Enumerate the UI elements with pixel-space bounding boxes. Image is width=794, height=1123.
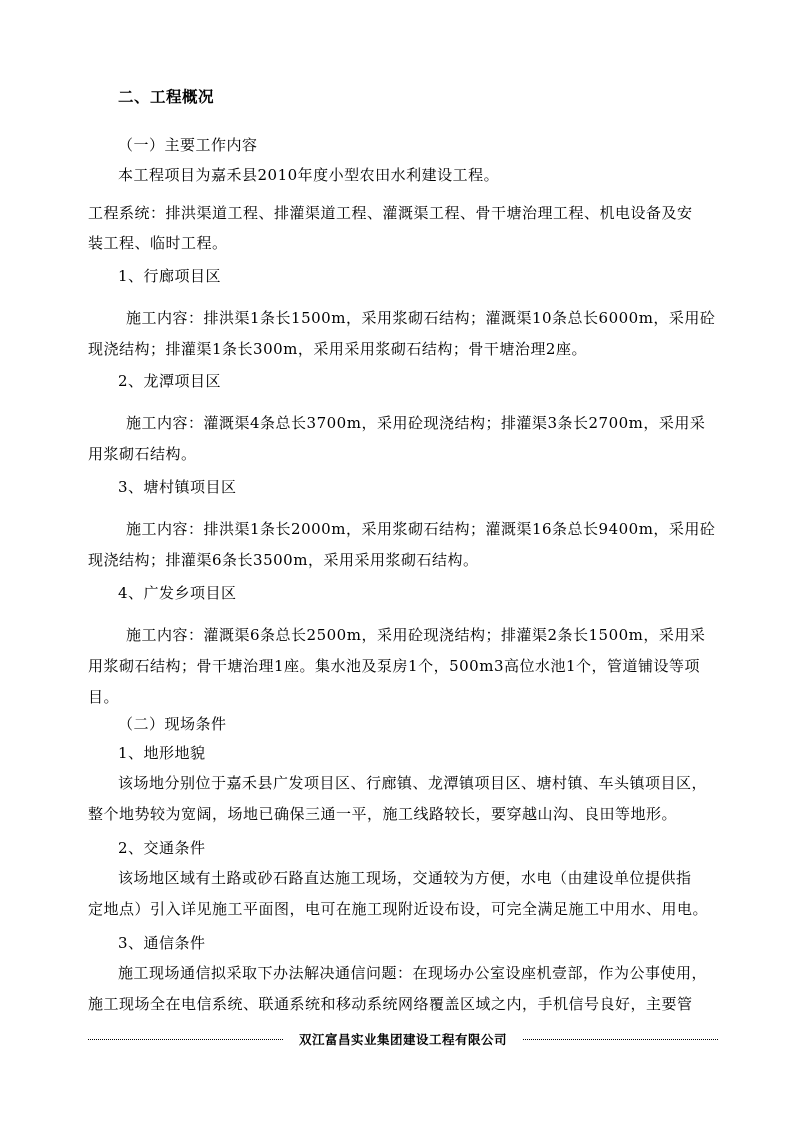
page-footer: [88, 1028, 718, 1050]
item-heading: 2、龙潭项目区: [118, 372, 222, 390]
footer-dotted-rule-left: [88, 1039, 283, 1040]
item-heading: 1、地形地貌: [118, 744, 206, 762]
paragraph-line: 施工内容：灌溉渠4条总长3700m，采用砼现浇结构；排灌渠3条长2700m，采用采: [126, 414, 706, 432]
paragraph-line: 本工程项目为嘉禾县2010年度小型农田水利建设工程。: [118, 166, 500, 184]
paragraph-line: 该场地区域有土路或砂石路直达施工现场，交通较为方便，水电（由建设单位提供指: [118, 869, 692, 887]
paragraph-line: 施工内容：排洪渠1条长2000m，采用浆砌石结构；灌溉渠16条总长9400m，采用砼: [126, 520, 716, 538]
paragraph-line: 装工程、临时工程。: [88, 234, 228, 252]
paragraph-line: 施工内容：排洪渠1条长1500m，采用浆砌石结构；灌溉渠10条总长6000m，采用砼: [126, 309, 716, 327]
item-heading: 1、行廊项目区: [118, 267, 222, 285]
footer-company-name: 双江富昌实业集团建设工程有限公司: [299, 1032, 508, 1047]
item-heading: 3、塘村镇项目区: [118, 478, 237, 496]
item-heading: 3、通信条件: [118, 934, 206, 952]
paragraph-line: 该场地分别位于嘉禾县广发项目区、行廊镇、龙潭镇项目区、塘村镇、车头镇项目区，: [118, 774, 708, 792]
paragraph-line: 工程系统：排洪渠道工程、排灌渠道工程、灌溉渠工程、骨干塘治理工程、机电设备及安: [88, 204, 693, 222]
item-heading: 2、交通条件: [118, 839, 206, 857]
item-heading: 4、广发乡项目区: [118, 584, 237, 602]
paragraph-line: 目。: [88, 688, 120, 706]
section-title: 二、工程概况: [118, 88, 215, 106]
paragraph-line: 施工现场全在电信系统、联通系统和移动系统网络覆盖区域之内，手机信号良好，主要管: [88, 995, 693, 1013]
footer-dotted-rule-right: [523, 1039, 718, 1040]
subsection-heading: （一）主要工作内容: [118, 136, 258, 154]
paragraph-line: 现浇结构；排灌渠6条长3500m，采用采用浆砌石结构。: [88, 551, 479, 569]
paragraph-line: 现浇结构；排灌渠1条长300m，采用采用浆砌石结构；骨干塘治理2座。: [88, 340, 587, 358]
paragraph-line: 施工内容：灌溉渠6条总长2500m，采用砼现浇结构；排灌渠2条长1500m，采用采: [126, 626, 706, 644]
subsection-heading: （二）现场条件: [118, 715, 227, 733]
paragraph-line: 施工现场通信拟采取下办法解决通信问题：在现场办公室设座机壹部，作为公事使用，: [118, 964, 708, 982]
paragraph-line: 整个地势较为宽阔，场地已确保三通一平，施工线路较长，要穿越山沟、良田等地形。: [88, 805, 678, 823]
paragraph-line: 用浆砌石结构；骨干塘治理1座。集水池及泵房1个，500m3高位水池1个，管道铺设等项: [88, 657, 701, 675]
paragraph-line: 定地点）引入详见施工平面图，电可在施工现附近设布设，可完全满足施工中用水、用电。: [88, 900, 709, 918]
paragraph-line: 用浆砌石结构。: [88, 445, 197, 463]
